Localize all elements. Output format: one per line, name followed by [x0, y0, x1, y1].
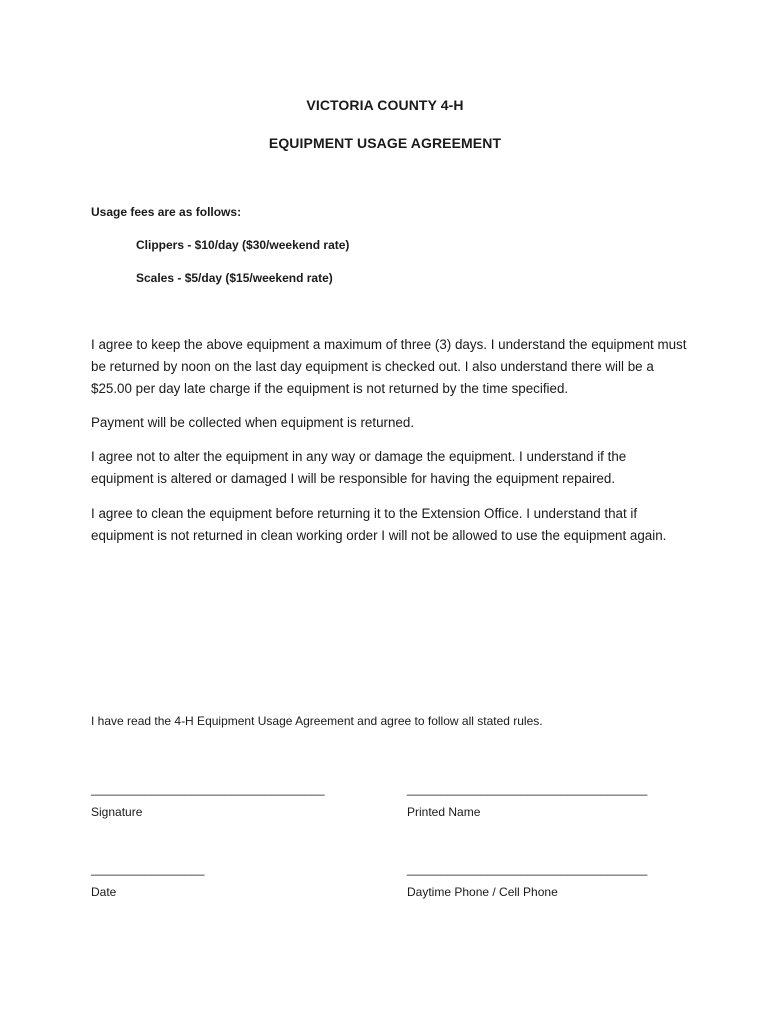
signature-label: Signature	[91, 805, 143, 819]
fee-item-scales: Scales - $5/day ($15/weekend rate)	[136, 271, 333, 285]
date-line[interactable]: _________________	[91, 862, 205, 876]
paragraph-cleaning: I agree to clean the equipment before returning it to the Extension Office. I understand that if equipment is not returned in clean working order I will not be allowed to use the equipment again.	[91, 506, 667, 543]
paragraph-damage: I agree not to alter the equipment in any way or damage the equipment. I understand if the equipment is altered or damaged I will be responsible for having the equipment repaired.	[91, 449, 627, 486]
paragraph-return-terms: I agree to keep the above equipment a maximum of three (3) days. I understand the equipment must be returned by noon on the last day equipment is checked out. I also understand there will be a $25.00 per day late charge if the equipment is not returned by the time specified.	[91, 337, 687, 396]
fees-heading: Usage fees are as follows:	[91, 205, 242, 219]
document-title: VICTORIA COUNTY 4-H	[306, 97, 464, 113]
printed-name-line[interactable]: ____________________________________	[407, 782, 648, 796]
paragraph-payment: Payment will be collected when equipment is returned.	[91, 415, 415, 430]
document-subtitle: EQUIPMENT USAGE AGREEMENT	[268, 135, 502, 151]
date-label: Date	[91, 885, 117, 899]
printed-name-label: Printed Name	[407, 805, 481, 819]
signature-line[interactable]: ___________________________________	[91, 782, 325, 796]
phone-label: Daytime Phone / Cell Phone	[407, 885, 558, 899]
acknowledgement-statement: I have read the 4-H Equipment Usage Agreement and agree to follow all stated rules.	[91, 714, 543, 728]
fee-item-clippers: Clippers - $10/day ($30/weekend rate)	[136, 238, 350, 252]
phone-line[interactable]: ____________________________________	[407, 862, 648, 876]
